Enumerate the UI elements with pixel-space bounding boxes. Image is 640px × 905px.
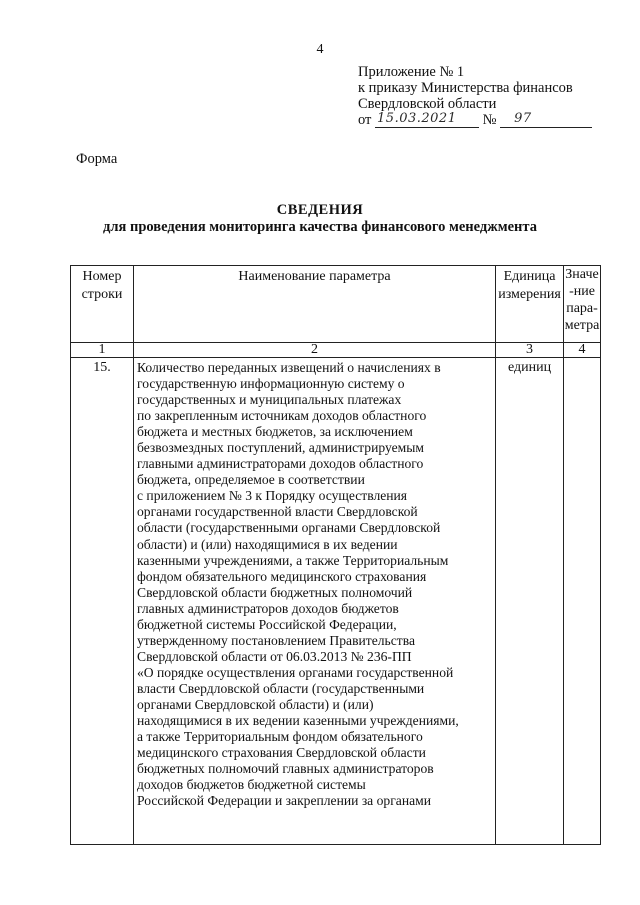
header-row-number: Номер строки	[71, 266, 134, 343]
column-number: 3	[496, 343, 564, 358]
handwritten-number: 97	[514, 111, 532, 126]
description-line: бюджета и местных бюджетов, за исключением	[137, 424, 413, 440]
appendix-date-line	[358, 112, 592, 128]
page-number: 4	[316, 42, 324, 57]
description-line: бюджетных полномочий главных администраторов	[137, 761, 434, 777]
description-line: казенными учреждениями, а также Территориальным	[137, 552, 449, 568]
document-subtitle: для проведения мониторинга качества финансового менеджмента	[103, 219, 537, 235]
description-line: государственных и муниципальных платежах	[137, 392, 402, 408]
table-row	[71, 358, 601, 845]
unit-value: единиц	[496, 358, 564, 845]
description-line: Количество переданных извещений о начислениях в	[137, 360, 441, 375]
description-line: области (государственными органами Свердловской	[137, 520, 441, 536]
column-numbers-row	[71, 343, 601, 358]
description-line: бюджетной системы Российской Федерации,	[137, 616, 397, 632]
description-line: медицинского страхования Свердловской области	[137, 745, 426, 761]
appendix-block	[358, 64, 592, 128]
number-label: №	[482, 112, 497, 128]
description-line: находящимися в их ведении казенными учреждениями,	[137, 713, 459, 729]
description-line: власти Свердловской области (государственными	[137, 680, 425, 696]
description-line: главными администраторами доходов областного	[137, 456, 424, 472]
table-header-row	[71, 266, 601, 343]
description-line: с приложением № 3 к Порядку осуществления	[137, 488, 408, 504]
description-line: органами государственной власти Свердловской	[137, 504, 418, 520]
description-line: Российской Федерации и закреплении за органами	[137, 793, 432, 809]
header-unit: Единица измерения	[496, 266, 564, 343]
description-line: Свердловской области бюджетных полномочий	[137, 584, 413, 600]
header-value: Значе -ние пара- метра	[564, 266, 601, 343]
description-line: безвозмездных поступлений, администрируемым	[137, 440, 424, 456]
header-parameter-name: Наименование параметра	[134, 266, 496, 343]
order-number-field	[500, 112, 592, 128]
description-line: утвержденному постановлением Правительства	[137, 632, 415, 648]
description-line: Свердловской области от 06.03.2013 № 236-ПП	[137, 648, 412, 664]
description-line: государственную информационную систему о	[137, 376, 405, 392]
handwritten-date: 15.03.2021	[377, 111, 457, 126]
from-label: от	[358, 112, 372, 128]
column-number: 2	[134, 343, 496, 358]
description-line: фондом обязательного медицинского страхования	[137, 568, 427, 584]
description-line: органами Свердловской области) и (или)	[137, 696, 374, 712]
description-line: области) и (или) находящимися в их ведении	[137, 536, 398, 552]
description-line: по закрепленным источникам доходов областного	[137, 408, 427, 424]
appendix-title: Приложение № 1	[358, 64, 465, 80]
parameters-table	[70, 265, 601, 845]
date-field	[375, 112, 479, 128]
parameter-description	[134, 358, 496, 845]
description-line: бюджета, определяемое в соответствии	[137, 472, 365, 488]
description-line: доходов бюджетов бюджетной системы	[137, 777, 366, 793]
column-number: 4	[564, 343, 601, 358]
description-line: «О порядке осуществления органами государственной	[137, 664, 454, 680]
appendix-order-ref: к приказу Министерства финансов	[358, 80, 573, 96]
description-line: а также Территориальным фондом обязательного	[137, 729, 423, 745]
row-number: 15.	[71, 358, 134, 845]
appendix-region: Свердловской области	[358, 96, 497, 112]
form-label: Форма	[76, 151, 118, 167]
parameter-value	[564, 358, 601, 845]
description-line: главных администраторов доходов бюджетов	[137, 600, 399, 616]
column-number: 1	[71, 343, 134, 358]
document-title: СВЕДЕНИЯ	[276, 202, 364, 218]
